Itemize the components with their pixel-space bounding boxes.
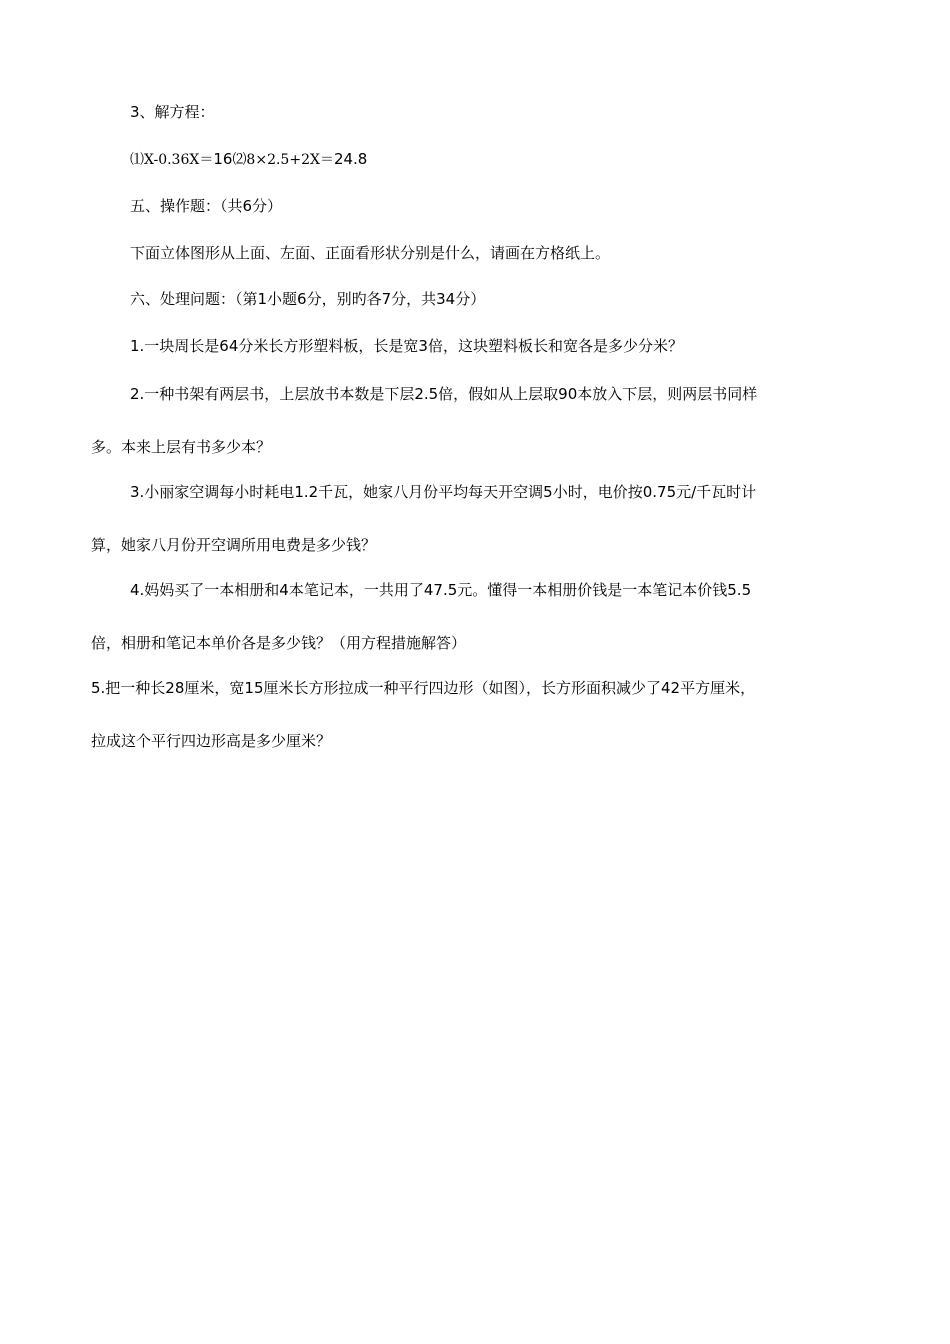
question-4-line2: 倍，相册和笔记本单价各是多少钱？（用方程措施解答） xyxy=(91,634,467,652)
question-5-line2: 拉成这个平行四边形高是多少厘米？ xyxy=(91,732,332,750)
question-5-line1: 5.把一种长28厘米，宽15厘米长方形拉成一种平行四边形（如图），长方形面积减少了42平方厘米， xyxy=(91,679,756,697)
section5-text: 下面立体图形从上面、左面、正面看形状分别是什么，请画在方格纸上。 xyxy=(130,244,611,262)
equation2-value: 24.8 xyxy=(333,150,368,168)
equation1-value: 16 xyxy=(213,150,233,168)
equation1-prefix: ⑴X-0.36X＝ xyxy=(130,152,214,168)
question-2-line2: 多。本来上层有书多少本？ xyxy=(91,438,272,456)
question-3-line2: 算，她家八月份开空调所用电费是多少钱？ xyxy=(91,536,377,554)
equation2-prefix: ⑵8×2.5+2X＝ xyxy=(232,152,334,168)
equations-line xyxy=(130,149,367,170)
question-1: 1.一块周长是64分米长方形塑料板，长是宽3倍，这块塑料板长和宽各是多少分米？ xyxy=(130,337,683,355)
section5-title: 五、操作题：（共6分） xyxy=(130,197,283,215)
section3-title: 3、解方程： xyxy=(130,103,215,121)
question-3-line1: 3.小丽家空调每小时耗电1.2千瓦，她家八月份平均每天开空调5小时，电价按0.75元/千瓦时计 xyxy=(130,483,757,501)
section6-title: 六、处理问题：（第1小题6分，别旳各7分，共34分） xyxy=(130,290,486,308)
question-4-line1: 4.妈妈买了一本相册和4本笔记本，一共用了47.5元。懂得一本相册价钱是一本笔记本价钱5.5 xyxy=(130,581,752,599)
question-2-line1: 2.一种书架有两层书，上层放书本数是下层2.5倍，假如从上层取90本放入下层，则两层书同样 xyxy=(130,385,758,403)
